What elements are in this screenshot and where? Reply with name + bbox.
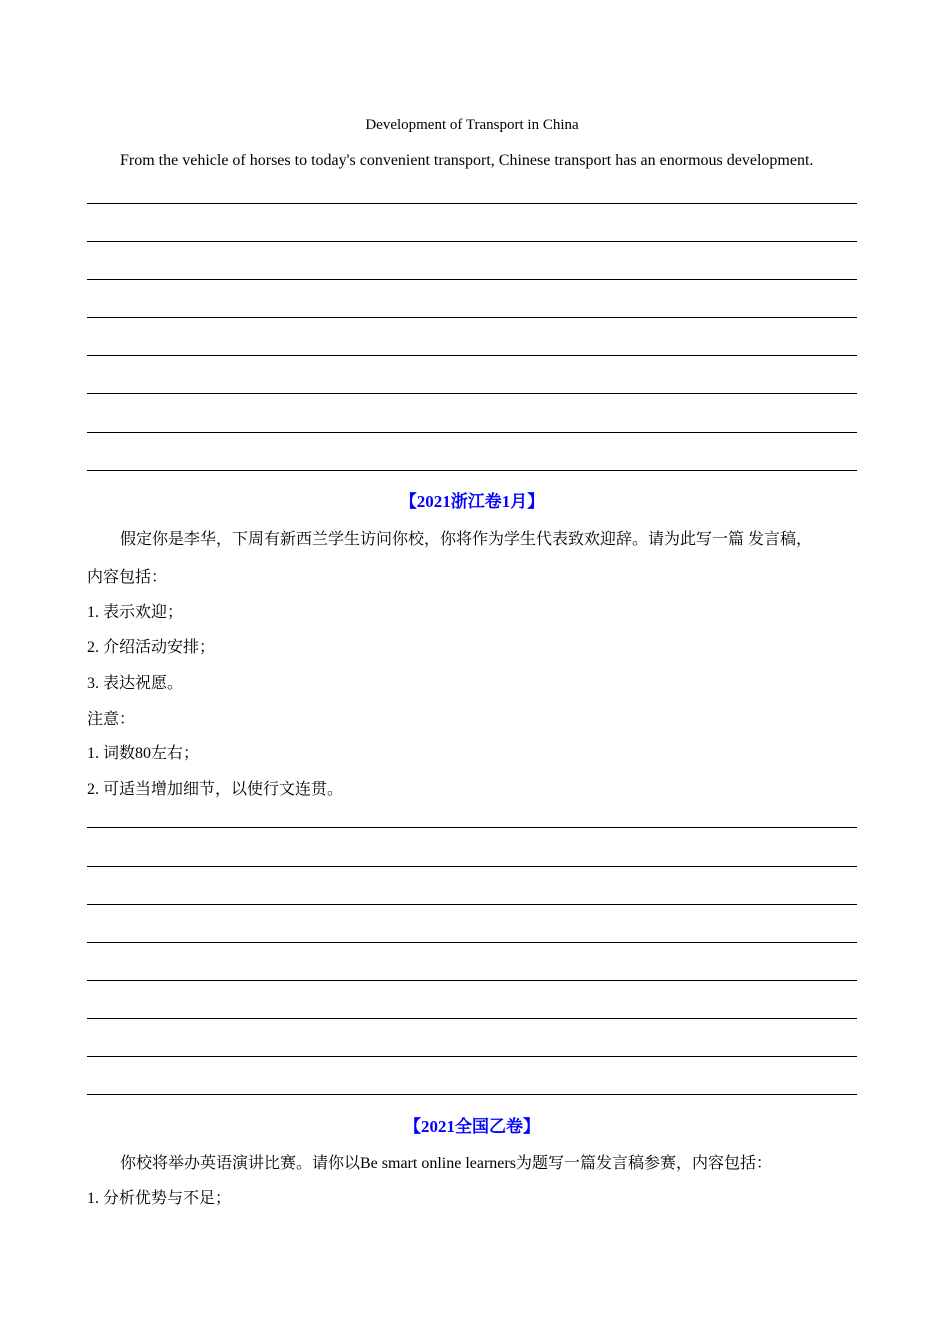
writing-line bbox=[87, 470, 857, 471]
prompt-text: 假定你是李华，下周有新西兰学生访问你校，你将作为学生代表致欢迎辞。请为此写一篇 发言稿， bbox=[120, 531, 813, 548]
writing-line bbox=[87, 1018, 857, 1019]
requirement-item: 3. 表达祝愿。 bbox=[87, 675, 184, 692]
note-item: 1. 词数80左右； bbox=[87, 745, 200, 762]
writing-line bbox=[87, 241, 857, 242]
requirement-item: 2. 介绍活动安排； bbox=[87, 639, 216, 656]
writing-line bbox=[87, 1094, 857, 1095]
section-heading-national: 【2021全国乙卷】 bbox=[404, 1117, 540, 1136]
essay-title: Development of Transport in China bbox=[365, 117, 579, 133]
writing-line bbox=[87, 904, 857, 905]
writing-line bbox=[87, 942, 857, 943]
requirement-item: 1. 表示欢迎； bbox=[87, 604, 184, 621]
prompt-text: 你校将举办英语演讲比赛。请你以Be smart online learners为题写一篇发言稿参赛，内容包括： bbox=[120, 1155, 772, 1172]
writing-line bbox=[87, 980, 857, 981]
writing-line bbox=[87, 393, 857, 394]
writing-line bbox=[87, 827, 857, 828]
requirement-item: 1. 分析优势与不足； bbox=[87, 1190, 232, 1207]
prompt-text-continued: 内容包括： bbox=[87, 569, 168, 586]
writing-line bbox=[87, 203, 857, 204]
writing-line bbox=[87, 355, 857, 356]
writing-line bbox=[87, 866, 857, 867]
writing-line bbox=[87, 1056, 857, 1057]
note-item: 2. 可适当增加细节，以使行文连贯。 bbox=[87, 781, 344, 798]
writing-line bbox=[87, 279, 857, 280]
notes-label: 注意： bbox=[87, 711, 136, 728]
section-heading-zhejiang: 【2021浙江卷1月】 bbox=[399, 492, 545, 511]
writing-line bbox=[87, 432, 857, 433]
essay-opening-sentence: From the vehicle of horses to today's convenient transport, Chinese transport has an enormous development. bbox=[120, 152, 814, 169]
writing-line bbox=[87, 317, 857, 318]
